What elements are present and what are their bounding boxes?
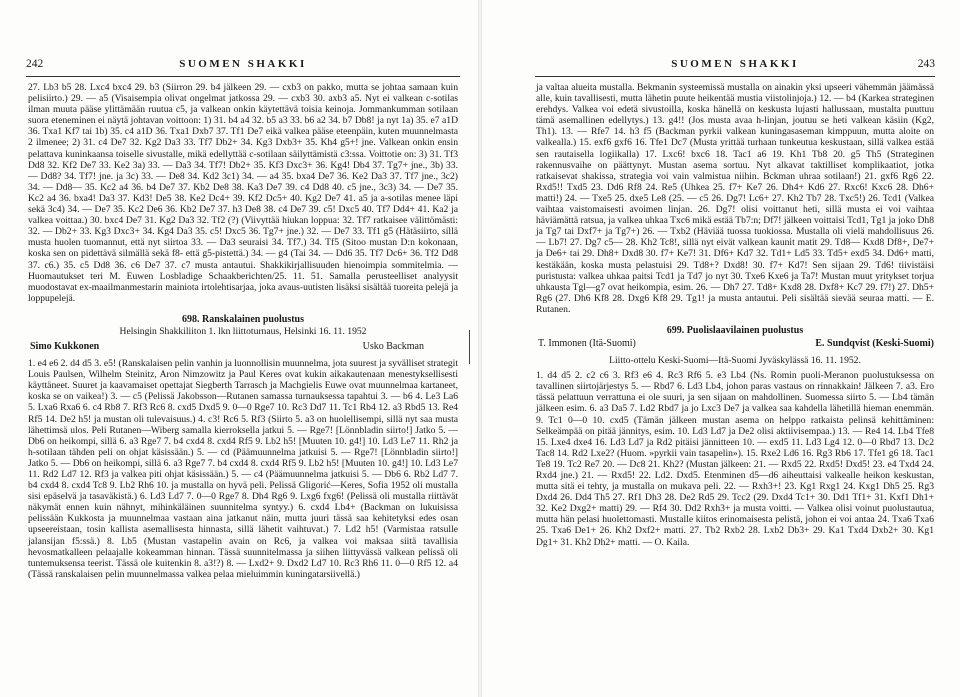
right-running-head <box>535 58 935 74</box>
left-column <box>28 82 458 580</box>
white-player: T. Immonen (Itä-Suomi) <box>538 338 636 350</box>
annotation-text: ja valtaa alueita mustalla. Bekmanin systeemissä mustalla on ainakin yksi upseeri vähemmän jäämässä alle, kuin tavallisesti, mutta lähetin puute heikentää mustia viistolinjoja.) 12. — b4 (Karkea strateginen erehdys. Valkea voi edetä sivustoilla, koska hänellä on keskusta lujasti hallussaan, mustalta puuttuu tämä asemallinen edellytys.) 13. g4!! (Jos musta avaa h-linjan, joutuu se heti valkean käsiin (Kg2, Th1). 13. — Rfe7 14. h3 f5 (Backman pyrkii valkean kuningasaseman kimppuun, mutta aloite on valkealla.) 15. exf6 gxf6 16. Tfe1 Dc7 (Musta yrittää turhaan tunkeutua keskustaan, sillä valkea estää sen rautaisella logiikalla) 17. Lxc6! bxc6 18. Tac1 a6 19. Kh1 Tb8 20. g5 Th5 (Strateginen rakennusvaihe on päättynyt. Mustan asema sortuu. Nyt alkavat taktilliset komplikaatiot, jotka ratkaisevat shakissa, strategia voi vain valmistua niihin. Bckman uhraa sotilaan!) 21. gxf6 Rg6 22. Rxd5!! Txd5 23. Dd6 Rf8 24. Re5 (Uhkea 25. f7+ Ke7 26. Dh4+ Kd6 27. Rxc6! Kxc6 28. Dh6+ matti!) 24. — Txe5 25. dxe5 Le8 (25. — c5 26. Dg7! Lc6+ 27. Kh2 Tb7 28. Txc5!) 26. Tcd1 (Valkea vaihtaa vaistomaisesti avoimen linjan. 26. Dg7! olisi voittanut heti, sillä musta ei voi vaihtaa häviämättä ratsua, ja valkea uhkaa Txc6 mikä estää Tb7:n; Df7! jälkeen voittaisi Tcd1, Tg1 ja joko Dh8 ja Tg7 tai Dxf7+ ja Tg7+) 26. — Txb2 (Häviää tuossa tuokiossa. Mustalla oli vielä mahdollisuus 26. — Lb7! 27. Dg7 c5— 28. Kh2 Tc8!, sillä nyt eivät valkean kaunit matit 29. Td8— Kxd8 Df8+, De7+ ja De6+ tai 29. Dh8+ Dxd8 30. f7+ Ke7! 31. Df6+ Kd7 32. Td1+ Ld5 33. Td5+ exd5 34. Dd6+ matti, kestäkään, koska musta pelastuisi 29. Td8+? Dxd8! 30. f7+ Kd7! Sen sijaan 29. Td6! tiivistäisi puristusta: valkea uhkaa paitsi Tcd1 ja Td7 jo nyt 30. Txe6 Kxe6 ja Ta7! Mustan muut yritykset torjua uhkausta Tgl—g7 ovat heikompia, esim. 26. — Dh7 27. Td8+ Kxd8 28. Dxf8+ Kc7 29. f7!) 27. Dh5+ Rg6 (27. Dh6 Kf8 28. Dxg6 Kf8 29. Tg1! ja musta antautui. Peli sisältää sievää seuraa matti. — E. Rutanen. <box>536 82 934 315</box>
running-title: SUOMEN SHAKKI <box>671 58 799 70</box>
page-number: 242 <box>26 58 44 70</box>
header-rule <box>535 76 935 77</box>
game-moves-text: 1. d4 d5 2. c2 c6 3. Rf3 e6 4. Rc3 Rf6 5. e3 Lb4 (Ns. Romin puoli-Meranon puolustuksessa on tavallinen siirtojärjestys 5. — Rbd7 6. Ld3 Lb4, johon paras vastaus on rinnakkain! Jälkeen 7. a3. Ero tässä pelattuun verrattuna ei ole suuri, ja sen sijaan on mahdollinen. Suomessa siirto 5. — Lb4 tämän jälkeen esim. 6. a3 Da5 7. Ld2 Rbd7 ja jo Lxc3 De7 ja valkea saa kahdella lähetillä hieman enemmän. 9. Tc1 0—0 10. cxd5 (Tämän jälkeen mustan asema on helppo ratkaista pelinsä kehittäminen: Selkeämpää on pitää jännitys, esim. 10. Ld3 Ld7 ja De2 olisi aktiivisempaa.) 13. — Re4 14. Lb4 Tfe8 15. Lxe4 dxe4 16. Ld3 Ld7 ja Rd2 pitäisi jännitteen 10. — exd5 11. Ld3 Lg4 12. 0—0 Rbd7 13. Dc2 Tac8 14. Rd2 Lxe2? (Huom. »pyrkii vain tasapelin»). 15. Rxe2 Ld6 16. Rg3 Rb6 17. Tfe1 g6 18. Tac1 Te8 19. Tc2 Re7 20. — Dc8 21. Kh2? (Mustan jälkeen: 21. — Rxd5 22. Rxd5! Dxd5! 23. e4 Txd4 24. Rxd4 jne.) 21. — Rxd5! 22. Ld2. Dxd5. Etenminen d5—d6 aiheuttaisi valkealle heikon keskustan, mutta sitä ei tehty, ja mustalla on mukava peli. 22. — Rxh3+! 23. Kg1 Rxg1 24. Kxg1 Dh5 25. Rg3 Dxd4 26. Dd4 Th5 27. Rf1 Dh3 28. De2 Rd5 29. Tcc2 (29. Dxd4 Tc1+ 30. Dd1 Tf1+ 31. Kxf1 Dh1+ 32. Ke2 Dxg2+ matti) 29. — Rf4 30. Dd2 Rxh3+ ja musta voitti. — Valkea olisi voinut puolustautua, mutta hän pelasi huolettomasti. Mustalle kiitos erinomaisesta pelistä, johon ei voi antaa 24. Txa6 Txa6 25. Txa6 De1+ 26. Kh2 Dxf2+ matti. 27. Tb2 Rxb2 28. Lxb2 Db3+ 29. Ka1 Txd4 Dxb2+ 30. Kg1 Dg1+ 31. Kh2 Dh2+ matti. — O. Kaila. <box>536 370 934 548</box>
right-page <box>480 0 960 697</box>
game-event: Liitto-ottelu Keski-Suomi—Itä-Suomi Jyväskylässä 16. 11. 1952. <box>609 355 861 367</box>
white-player: Simo Kukkonen <box>30 341 100 353</box>
right-column <box>536 82 934 548</box>
black-player: Usko Backman <box>362 341 424 353</box>
page-number: 243 <box>917 58 935 70</box>
annotation-text: 27. Lb3 b5 28. Lxc4 bxc4 29. b3 (Siirron 29. b4 jälkeen 29. — cxb3 on pakko, mutta se johtaa samaan kuin pelisiirto.) 29. — a5 (Visaisempia olivat ongelmat jatkossa 29. — cxb3 30. axb3 a5. Nyt ei valkean c-sotilas ilman muuta pääse ylittämään ruutua c5, ja valkean onkin käytettävä toisia keinoja. Jommankumman sotilaan suora eteneminen ei näytä johtavan voittoon: 1) 31. b4 a4 32. b5 a3 33. b6 a2 34. b7 Db8! ja nyt 1a) 35. e7 a1D 36. Txa1 Kf7 tai 1b) 35. c4 a1D 36. Txa1 Dxb7 37. Tf1 De7 eikä valkea pääse eteenpäin, kuten muunnelmasta 2 ilmenee; 2) 31. c4 De7 32. Kg2 Da3 33. Tf7 Db2+ 34. Kg3 Dxb3+ 35. Kh4 g5+! jne. Valkean onkin ensin pelattava kuninkaansa toiselle sivustalle, mikä edellyttää c-sotilaan säilyttämistä c3:ssa. Voittotie on: 3) 31. Tf3 Dd8 32. Kf2 De7 33. Ke2 3a) 33. — Da3 34. Tf7! Db2+ 35. Kf3 Dxc3+ 36. Kg4! Db4 37. Tg7+ jne., 3b) 33. — Dd8? 34. Tf7! jne. ja 3c) 33. — De8 34. Kd2 3c1) 34. — a4 35. bxa4 De7 36. Ke2 Da3 37. Tf7 jne., 3c2) 34. — Dd8— 35. Kc2 a4 36. b4 De7 37. Kb2 De8 38. Ka3 De7 39. c4 Dd8 40. c5 jne., 3c3) 34. — De7 35. Kc2 a4 36. bxa4! Da3 37. Kd3! De5 38. Ke2 Dc4+ 39. Kf2 Dc5+ 40. Kg2 De7 41. a5 ja a-sotilas menee läpi sekä 3c4) 34. — De7 35. Kc2 De6 36. Kb2 De7 37. h3 De8 38. c4 De7 39. c5! Dxc5 40. Tf7 Dd4+ 41. Ka2 ja valkea voittaa.) 30. bxc4 De7 31. Kg2 Da3 32. Tf2 (?) (Viivyttää hiukan loppua: 32. Tf7 ratkaisee välittömästi: 32. — Db2+ 33. Kg3 Dxc3+ 34. Kg4 Da3 35. c5! Dxc5 36. Tg7+ jne.) 32. — De7 33. Tf1 g5 (Hätäsiirto, sillä musta huolen tuomannut, että nyt siirtoa 33. — Da3 seuraisi 34. Tf7.) 34. Tf5 (Sitoo mustan D:n kokonaan, koska sen on pidettävä silmällä sekä f8- että g5-pistettä.) 34. — g4 (Tai 34. — Dd6 35. Tf7 Dc6+ 36. Tf2 Dd8 37. c6.) 35. c5 Dd8 36. c6 De7 37. c7 musta antautui. Shakkikirjallisuuden hienoimpia sommitelmia. — Huomautukset teri M. Euwen Losbladige Schaakberichten/25. 11. 51. Samalla perusteelliset analyysit muodostavat ex-maailmanmestarin mainiota irtolehtisarjaa, joka avaus-uutisten lisäksi sisältää tuoreita pelejä ja loppupelejä. <box>28 82 458 304</box>
players-line <box>536 338 934 351</box>
game-moves-text: 1. e4 e6 2. d4 d5 3. e5! (Ranskalaisen pelin vanhin ja luonnollisin muunnelma, jota suurest ja syvälliset strategit Louis Paulsen, Wilhelm Steinitz, Aron Nimzowitz ja Paul Keres ovat kukin aikakautenaan menestyksellisesti käyttäneet. Suuret ja kaavamaiset opettajat Siegberth Tarrasch ja Machgielis Euwe ovat muunnelmaa kartaneet, koska se on vaikea!) 3. — c5 (Pelissä Jakobsson—Rutanen samassa turnauksessa tapahtui 3. — b6 4. Le3 La6 5. Lxa6 Rxa6 6. c4 Rb8 7. Rf3 Rc6 8. cxd5 Dxd5 9. 0—0 Rge7 10. Rc3 Dd7 11. Tc1 Rb4 12. a3 Rbd5 13. Re4 Rf5 14. De2 h5! ja mustan oli tulevaisuus.) 4. c3! Rc6 5. Rf3 (Siirto 5. a3 on huolellisempi, sillä nyt saa musta lähettimsä ulos. Peli Rutanen—Wiberg samalla kierroksella jatkui 5. — Rge7! [Lönnbladin siirto!] Jatko 5. — Db6 on heikompi, sillä 6. a3 Rge7 7. b4 cxd4 8. cxd4 Rf5 9. Lb2 h5! [Muuten 10. g4!] 10. Ld3 Le7 11. Rh2 ja h-sotilaan tähden peli on ohjat käsissään.) 5. — cd (Päämuunnelma jatkuisi 5. — Rge7! [Lönnbladin siirto!] Jatko 5. — Db6 on heikompi, sillä 6. a3 Rge7 7. b4 cxd4 8. cxd4 Rf5 9. Lb2 h5! [Muuten 10. g4!] 10. Ld3 Le7 11. Rd2 Ld7 12. Rf3 ja valkea piti ohjat käsissään.) 5. — c4 (Päämuunnelma jatkuisi 5. — Db6 6. Rb2 Ld7 7. b4 cxd4 8. cxd4 Tc8 9. Lb2 Rh6 10. ja mustalla on hyvä peli. Pelissä Gligorić—Keres, Sofia 1952 oli mustalla sisi epäselvä ja tasaväkistä.) 6. Ld3 Ld7 7. 0—0 Rge7 8. Dh4 Rg6 9. Lxg6 fxg6! (Pelissä oli mustalla riittävät näkymät ennen kuin nähnyt, mihinkäläinen suunnitelma syntyy.) 6. cxd4 Lb4+ (Backman on lukuisissa pelissään Kukkosta ja muunnelmaa vastaan aina jatkanut näin, mutta juuri tässä saa kehitetyksi edes osan upseereistaan, tosin kallista asemallisesta hinnasta, sillä lähetit vaihtuvat.) 7. Ld2 h5! (Varmistaa ratsulle jalansijan f5:ssä.) 8. Lb5 (Mustan vastapelin avain on Rc6, ja valkea voi maksaa siitä tavallisia hevosmatkalleen pelaajalle kokeamman hinnan. Tässä suunnitelmassa ja siihen liittyvässä valkean pelissä oli tuntemuksensa teerist. Tässä ole kuitenkin 8. a3!?) 8. — Lxd2+ 9. Dxd2 Ld7 10. Rc3 Rh6 11. 0—0 Rf5 12. a4 (Tässä ranskalaisen pelin muunnelmassa valkea pelaa mieluimmin kuningatarsiivellä.) <box>28 358 458 580</box>
black-player: E. Sundqvist (Keski-Suomi) <box>815 338 934 350</box>
game-title: 698. Ranskalainen puolustus <box>182 313 304 325</box>
game-title: 699. Puolislaavilainen puolustus <box>666 324 804 336</box>
running-title: SUOMEN SHAKKI <box>179 58 307 70</box>
header-rule <box>26 76 460 77</box>
game-event: Helsingin Shakkiliiton 1. lkn liittoturnaus, Helsinki 16. 11. 1952 <box>119 325 367 337</box>
margin-mark <box>469 330 470 364</box>
players-line <box>28 341 458 354</box>
left-running-head <box>26 58 460 74</box>
